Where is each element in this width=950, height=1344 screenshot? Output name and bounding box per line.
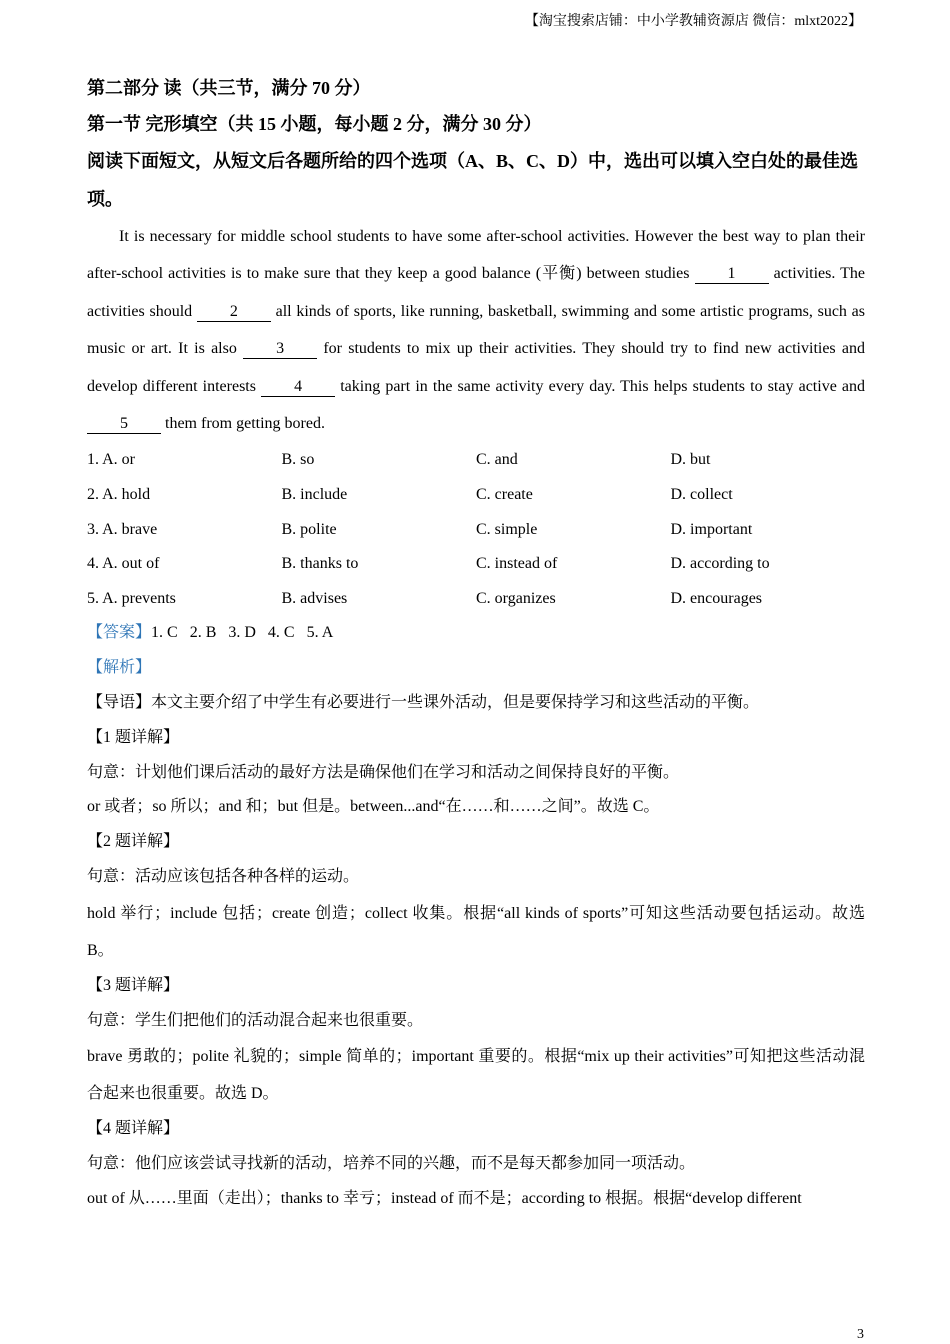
document-body	[87, 70, 865, 1217]
section-title: 第一节 完形填空（共 15 小题，每小题 2 分，满分 30 分）	[87, 114, 542, 134]
answer-item: 2. B	[189, 624, 217, 642]
passage-text: It is necessary for middle school students to have some after-school activities. However the best way to plan their after-school activities is to make sure that they keep a good balance (平衡) between studies	[87, 228, 865, 283]
q4-detail: out of 从……里面（走出）；thanks to 幸亏；instead of 而不是；according to 根据。根据“develop different	[87, 1189, 802, 1207]
answer-line	[87, 616, 865, 651]
option-4b: B. thanks to	[281, 555, 359, 573]
cloze-passage	[87, 218, 865, 442]
option-5c: C. organizes	[476, 589, 556, 607]
blank-1: 1	[695, 265, 769, 284]
q3-title: 【3 题详解】	[87, 976, 180, 994]
q3-detail: brave 勇敢的；polite 礼貌的；simple 简单的；important 重要的。根据“mix up their activities”可知把这些活动混合起来也很重要。故选 D。	[87, 1048, 865, 1103]
option-2b: B. include	[281, 486, 348, 504]
passage-text: taking part in the same activity every day. This helps students to stay active and	[335, 377, 866, 395]
page-number: 3	[857, 1327, 864, 1342]
q2-meaning: 句意：活动应该包括各种各样的运动。	[87, 867, 360, 885]
blank-2: 2	[197, 303, 271, 322]
answer-item: 3. D	[228, 624, 256, 642]
option-1a: 1. A. or	[87, 451, 135, 469]
option-2d: D. collect	[670, 486, 733, 504]
passage-text: all kinds of sports, like running, basketball, swimming and some artistic programs, such as music or art. It is also	[87, 302, 865, 358]
option-5b: B. advises	[281, 589, 348, 607]
passage-text: them from getting bored.	[161, 415, 325, 433]
instruction: 阅读下面短文，从短文后各题所给的四个选项（A、B、C、D）中，选出可以填入空白处的最佳选项。	[87, 151, 858, 209]
q1-meaning: 句意：计划他们课后活动的最好方法是确保他们在学习和活动之间保持良好的平衡。	[87, 763, 680, 781]
blank-3: 3	[243, 340, 317, 359]
option-row-2	[87, 478, 865, 513]
option-1d: D. but	[670, 451, 711, 469]
analysis-label: 【解析】	[87, 659, 152, 677]
passage-text: for students to mix up their activities. They should try to find new activities and develop different interests	[87, 340, 866, 395]
q1-title: 【1 题详解】	[87, 728, 180, 746]
option-3c: C. simple	[476, 520, 538, 538]
passage-text: activities. The activities should	[87, 265, 866, 320]
answer-item: 4. C	[267, 624, 295, 642]
option-1c: C. and	[476, 451, 518, 469]
option-4c: C. instead of	[476, 555, 558, 573]
option-3d: D. important	[670, 520, 753, 538]
answer-item: 1. C	[151, 624, 178, 642]
option-4a: 4. A. out of	[87, 555, 160, 573]
q4-title: 【4 题详解】	[87, 1120, 180, 1138]
q1-detail: or 或者；so 所以；and 和；but 但是。between...and“在……和……之间”。故选 C。	[87, 798, 660, 816]
q2-detail: hold 举行；include 包括；create 创造；collect 收集。根据“all kinds of sports”可知这些活动要包括运动。故选 B。	[87, 904, 865, 959]
q3-meaning: 句意：学生们把他们的活动混合起来也很重要。	[87, 1011, 424, 1029]
option-row-4	[87, 547, 865, 582]
option-5d: D. encourages	[670, 589, 763, 607]
option-3b: B. polite	[281, 520, 337, 538]
q4-meaning: 句意：他们应该尝试寻找新的活动，培养不同的兴趣，而不是每天都参加同一项活动。	[87, 1155, 696, 1173]
guide-text: 【导语】本文主要介绍了中学生有必要进行一些课外活动，但是要保持学习和这些活动的平衡。	[87, 694, 760, 711]
option-5a: 5. A. prevents	[87, 589, 176, 607]
page-header: 【淘宝搜索店铺：中小学教辅资源店 微信：mlxt2022】	[524, 14, 862, 29]
part-title: 第二部分 读（共三节，满分 70 分）	[87, 78, 371, 98]
option-row-1	[87, 443, 865, 478]
option-row-3	[87, 513, 865, 548]
blank-4: 4	[261, 378, 335, 397]
answer-label: 【答案】	[87, 624, 152, 642]
option-3a: 3. A. brave	[87, 520, 158, 538]
option-2a: 2. A. hold	[87, 486, 151, 504]
option-4d: D. according to	[670, 555, 770, 573]
q2-title: 【2 题详解】	[87, 833, 180, 851]
options-table	[87, 443, 865, 616]
blank-5: 5	[87, 415, 161, 434]
option-2c: C. create	[476, 486, 533, 504]
option-row-5	[87, 582, 865, 617]
answer-item: 5. A	[306, 624, 334, 642]
option-1b: B. so	[281, 451, 315, 469]
